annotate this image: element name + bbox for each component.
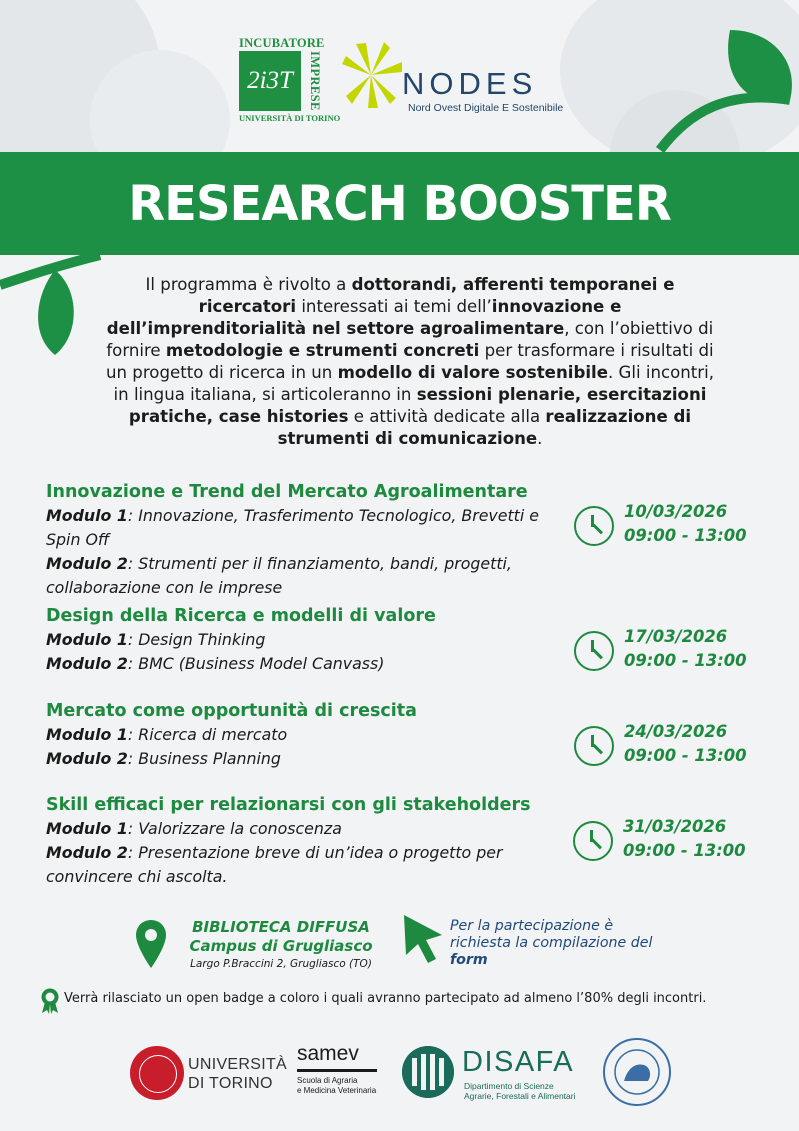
leaf-decoration-top-right bbox=[640, 20, 799, 160]
registration-form-link[interactable]: form bbox=[450, 952, 488, 968]
session-title: Innovazione e Trend del Mercato Agroalimentare bbox=[46, 482, 528, 502]
module-text: : Ricerca di mercato bbox=[127, 725, 288, 744]
samev-logo bbox=[297, 1042, 377, 1104]
clock-icon bbox=[574, 506, 614, 546]
session-title: Mercato come opportunità di crescita bbox=[46, 701, 417, 721]
i3t-logo-side: IMPRESE bbox=[308, 51, 322, 111]
module-1-line bbox=[46, 723, 551, 747]
module-label: Modulo 2 bbox=[46, 843, 128, 862]
module-2-line bbox=[46, 652, 551, 676]
module-label: Modulo 1 bbox=[46, 725, 128, 744]
intro-bold-run: metodologie e strumenti concreti bbox=[165, 341, 480, 360]
nodes-subtitle: Nord Ovest Digitale E Sostenibile bbox=[408, 102, 564, 114]
title-banner bbox=[0, 152, 799, 255]
session-date: 17/03/2026 bbox=[624, 627, 728, 646]
module-label: Modulo 1 bbox=[46, 506, 128, 525]
location-pin-icon bbox=[136, 920, 166, 968]
module-2-line bbox=[46, 841, 551, 889]
module-text: : BMC (Business Model Canvass) bbox=[127, 654, 385, 673]
intro-bold-run: innovazione e dell’imprenditorialità nel settore agroalimentare bbox=[106, 297, 622, 338]
module-label: Modulo 2 bbox=[46, 749, 128, 768]
samev-subtitle-2: e Medicina Veterinaria bbox=[297, 1086, 377, 1095]
intro-run: . bbox=[537, 429, 543, 448]
intro-run: per trasformare i risultati di un progetto di ricerca in un bbox=[106, 341, 714, 382]
clock-icon bbox=[574, 631, 614, 671]
session-title: Design della Ricerca e modelli di valore bbox=[46, 606, 436, 626]
session-2-schedule bbox=[574, 627, 774, 679]
unito-logo bbox=[130, 1042, 288, 1104]
module-text: : Business Planning bbox=[127, 749, 281, 768]
nodes-title: NODES bbox=[402, 66, 538, 101]
module-text: : Innovazione, Trasferimento Tecnologico, Brevetti e Spin Off bbox=[46, 506, 539, 549]
intro-bold-run: realizzazione di strumenti di comunicazione bbox=[277, 407, 692, 448]
registration-note-text: Per la partecipazione è richiesta la compilazione del bbox=[450, 918, 653, 951]
module-1-line bbox=[46, 628, 551, 652]
leaf-decoration-left bbox=[0, 245, 110, 365]
session-time: 09:00 - 13:00 bbox=[624, 651, 747, 670]
session-date: 31/03/2026 bbox=[623, 817, 727, 836]
session-1-schedule bbox=[574, 502, 774, 554]
session-4-schedule bbox=[573, 817, 773, 869]
module-text: : Strumenti per il finanziamento, bandi, progetti, collaborazione con le imprese bbox=[46, 554, 512, 597]
intro-paragraph bbox=[100, 274, 720, 450]
nodes-logo bbox=[338, 40, 578, 120]
intro-run: e attività dedicate alla bbox=[348, 407, 546, 426]
intro-run: Il programma è rivolto a bbox=[145, 275, 352, 294]
module-label: Modulo 2 bbox=[46, 654, 128, 673]
module-1-line bbox=[46, 817, 551, 841]
nodes-star-icon bbox=[338, 40, 404, 110]
session-time: 09:00 - 13:00 bbox=[624, 526, 747, 545]
i3t-logo bbox=[239, 36, 341, 126]
page-title: RESEARCH BOOSTER bbox=[128, 175, 671, 232]
session-date: 10/03/2026 bbox=[624, 502, 728, 521]
open-badge-note bbox=[40, 988, 780, 1014]
module-label: Modulo 2 bbox=[46, 554, 128, 573]
i3t-logo-top: INCUBATORE bbox=[239, 36, 325, 50]
module-1-line bbox=[46, 504, 551, 552]
i3t-logo-bottom: UNIVERSITÀ DI TORINO bbox=[239, 113, 341, 123]
disafa-subtitle-2: Agrarie, Forestali e Alimentari bbox=[464, 1091, 576, 1101]
disafa-title: DISAFA bbox=[462, 1046, 575, 1078]
intro-run: . Gli incontri, in lingua italiana, si articoleranno in bbox=[113, 363, 714, 404]
disafa-mark-icon bbox=[402, 1046, 454, 1098]
intro-run: , con l’obiettivo di fornire bbox=[106, 319, 714, 360]
veterinary-department-seal bbox=[602, 1037, 672, 1107]
module-2-line bbox=[46, 747, 551, 771]
registration-note bbox=[450, 918, 670, 969]
module-label: Modulo 1 bbox=[46, 819, 128, 838]
unito-line-1: UNIVERSITÀ bbox=[188, 1056, 288, 1073]
session-3-schedule bbox=[574, 722, 774, 774]
module-2-line bbox=[46, 552, 551, 600]
venue-name: BIBLIOTECA DIFFUSA bbox=[192, 918, 370, 936]
module-text: : Valorizzare la conoscenza bbox=[127, 819, 342, 838]
unito-line-2: DI TORINO bbox=[188, 1075, 273, 1092]
venue-campus: Campus di Grugliasco bbox=[189, 937, 373, 955]
session-time: 09:00 - 13:00 bbox=[624, 746, 747, 765]
intro-bold-run: sessioni plenarie, esercitazioni pratiche, case histories bbox=[128, 385, 707, 426]
clock-icon bbox=[573, 821, 613, 861]
session-time: 09:00 - 13:00 bbox=[623, 841, 746, 860]
i3t-logo-mark: 2i3T bbox=[239, 51, 301, 111]
session-date: 24/03/2026 bbox=[624, 722, 728, 741]
cursor-arrow-icon bbox=[402, 913, 444, 965]
venue-address: Largo P.Braccini 2, Grugliasco (TO) bbox=[190, 958, 372, 970]
module-label: Modulo 1 bbox=[46, 630, 128, 649]
disafa-subtitle-1: Dipartimento di Scienze bbox=[464, 1081, 554, 1091]
unito-seal-icon bbox=[130, 1046, 184, 1100]
disafa-logo bbox=[402, 1046, 582, 1102]
intro-run: interessati ai temi dell’ bbox=[296, 297, 492, 316]
open-badge-text: Verrà rilasciato un open badge a coloro i quali avranno partecipato ad almeno l’80% degli incontri. bbox=[64, 991, 707, 1006]
samev-title: samev bbox=[297, 1042, 377, 1072]
session-title: Skill efficaci per relazionarsi con gli stakeholders bbox=[46, 795, 531, 815]
samev-subtitle-1: Scuola di Agraria bbox=[297, 1076, 358, 1085]
module-text: : Design Thinking bbox=[127, 630, 266, 649]
venue-block bbox=[176, 918, 386, 972]
module-text: : Presentazione breve di un’idea o progetto per convincere chi ascolta. bbox=[46, 843, 503, 886]
badge-icon bbox=[40, 988, 60, 1014]
clock-icon bbox=[574, 726, 614, 766]
intro-bold-run: dottorandi, afferenti temporanei e ricercatori bbox=[198, 275, 675, 316]
intro-bold-run: modello di valore sostenibile bbox=[337, 363, 608, 382]
